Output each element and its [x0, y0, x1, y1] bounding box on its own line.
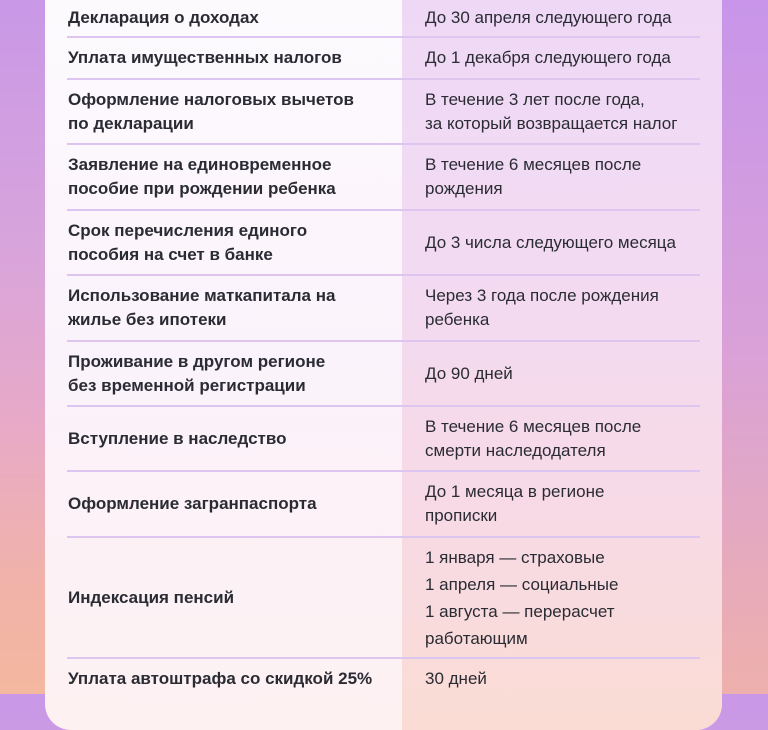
table-row [67, 659, 700, 699]
table-row [67, 342, 700, 407]
row-label: Оформление налоговых вычетов по декларации [68, 89, 354, 133]
row-value [403, 6, 700, 30]
row-label: Проживание в другом регионе без временной регистрации [68, 351, 326, 395]
row-value-line: До 1 месяца в регионе [425, 482, 605, 501]
row-value [403, 231, 700, 255]
row-value [403, 46, 700, 70]
table-row [67, 276, 700, 342]
row-value-line: ребенка [425, 310, 490, 329]
row-value-line: До 3 числа следующего месяца [425, 232, 676, 252]
row-value-line: рождения [425, 179, 503, 198]
row-value-line: В течение 6 месяцев после [425, 155, 642, 174]
row-value [403, 667, 700, 691]
row-value-line: за который возвращается налог [425, 113, 678, 133]
row-value [403, 88, 700, 136]
row-value [403, 480, 700, 528]
row-value-line: В течение 6 месяцев после [425, 416, 642, 436]
table-row [67, 38, 700, 80]
table-row [67, 211, 700, 276]
table-row [67, 538, 700, 659]
row-value [403, 284, 700, 332]
row-value [403, 153, 700, 201]
row-value [403, 544, 645, 652]
table-row [67, 145, 700, 211]
row-value-line: До 90 дней [425, 363, 513, 383]
deadlines-table-card [45, 0, 722, 730]
row-value-line: Через 3 года после рождения [425, 286, 659, 305]
row-value-line: 1 апреля — социальные [425, 574, 619, 594]
row-label: Декларация о доходах [68, 8, 259, 27]
row-label: Уплата имущественных налогов [68, 48, 342, 67]
row-value-line: До 1 декабря следующего года [425, 48, 671, 67]
row-value-line: 1 января — страховые [425, 547, 605, 567]
row-value-line: смерти наследодателя [425, 440, 606, 460]
row-label: Оформление загранпаспорта [68, 494, 317, 513]
row-value-line: 1 августа — перерасчет работающим [425, 601, 615, 648]
row-value-line: 30 дней [425, 669, 487, 688]
table-row [67, 407, 700, 472]
row-value-line: В течение 3 лет после года, [425, 89, 645, 109]
row-label: Срок перечисления единого пособия на счет в банке [68, 220, 308, 264]
table-row [67, 0, 700, 38]
table-row [67, 80, 700, 145]
row-value [403, 415, 700, 463]
row-value-line: До 30 апреля следующего года [425, 8, 672, 27]
row-value [403, 362, 700, 386]
row-value-line: прописки [425, 506, 498, 525]
row-label: Заявление на единовременное пособие при рождении ребенка [68, 155, 336, 198]
row-label: Использование маткапитала на жилье без ипотеки [68, 286, 336, 329]
row-label: Индексация пенсий [68, 587, 235, 607]
row-label: Уплата автоштрафа со скидкой 25% [68, 669, 373, 688]
table-row [67, 472, 700, 538]
row-label: Вступление в наследство [68, 428, 287, 448]
deadlines-table [45, 0, 722, 699]
